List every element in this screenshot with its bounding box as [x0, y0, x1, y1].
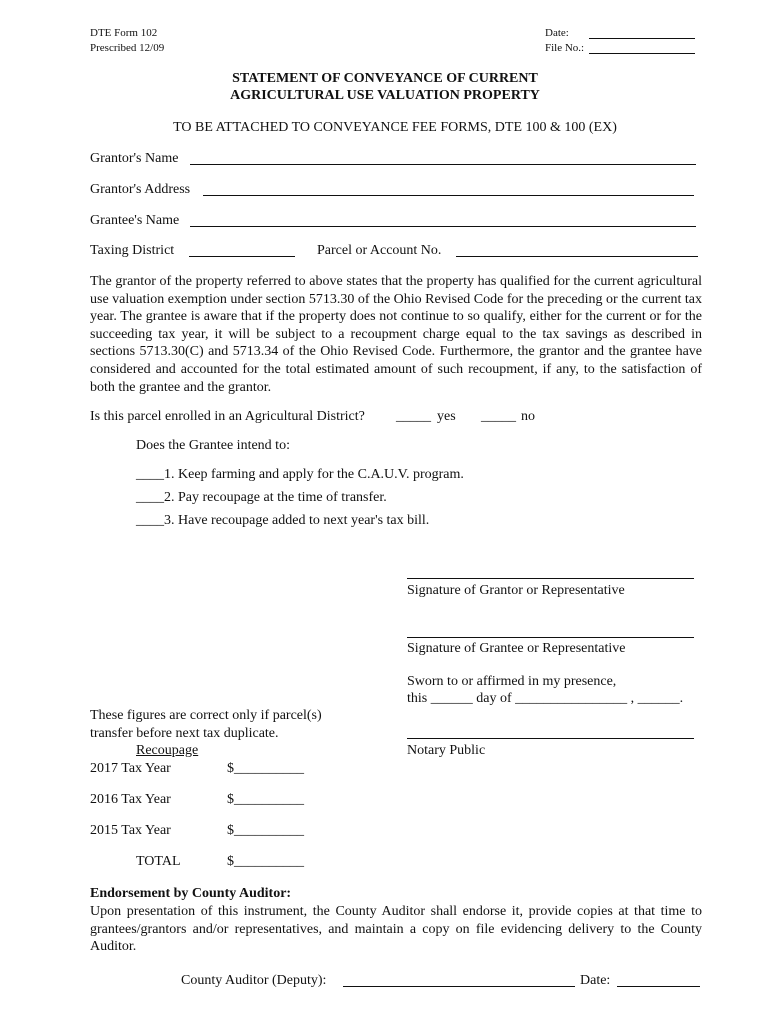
auditor-date-label: Date:: [580, 973, 611, 988]
grantor-address-label: Grantor's Address: [90, 182, 191, 197]
district-question: Is this parcel enrolled in an Agricultural District?: [90, 409, 365, 424]
intent-question: Does the Grantee intend to:: [136, 438, 290, 453]
subtitle: TO BE ATTACHED TO CONVEYANCE FEE FORMS, DTE 100 & 100 (EX): [173, 120, 617, 135]
grantor-signature-line[interactable]: [407, 578, 694, 579]
intent-option[interactable]: [136, 512, 429, 530]
file-no-blank[interactable]: [589, 53, 695, 54]
county-auditor-label: County Auditor (Deputy):: [181, 973, 327, 988]
recoupage-heading: Recoupage: [136, 743, 199, 758]
date-blank[interactable]: [589, 38, 695, 39]
tax-year-amount[interactable]: $__________: [227, 823, 304, 838]
no-blank[interactable]: _____: [481, 409, 516, 424]
tax-year-label: 2016 Tax Year: [90, 792, 171, 807]
tax-year-amount[interactable]: $__________: [227, 792, 304, 807]
intent-option-text: 2. Pay recoupage at the time of transfer.: [164, 490, 387, 505]
intent-option-blank[interactable]: ____: [136, 513, 164, 528]
parcel-field[interactable]: [456, 256, 698, 257]
taxing-district-field[interactable]: [189, 256, 295, 257]
grantor-name-field[interactable]: [190, 164, 696, 165]
grantor-address-field[interactable]: [203, 195, 694, 196]
total-label: TOTAL: [136, 854, 181, 869]
sworn-date-line[interactable]: this ______ day of ________________ , ______.: [407, 691, 684, 706]
no-label: no: [521, 409, 535, 424]
sworn-text: Sworn to or affirmed in my presence,: [407, 674, 617, 689]
notary-label: Notary Public: [407, 743, 486, 758]
total-amount[interactable]: $__________: [227, 854, 304, 869]
yes-label: yes: [437, 409, 456, 424]
grantor-name-label: Grantor's Name: [90, 151, 179, 166]
intent-option-text: 1. Keep farming and apply for the C.A.U.V. program.: [164, 467, 464, 482]
tax-year-amount[interactable]: $__________: [227, 761, 304, 776]
body-paragraph: The grantor of the property referred to above states that the property has qualified for the current agricultural use valuation exemption under section 5713.30 of the Ohio Revised Code for the preceding or the current tax year. The grantee is aware that if the property does not continue to so qualify, either for the current or for the succeeding tax year, it will be subject to a recoupment charge equal to the tax savings as described in sections 5713.30(C) and 5713.34 of the Ohio Revised Code. Furthermore, the grantor and the grantee have considered and accounted for the total estimated amount of such recoupment, if any, to the satisfaction of both the grantee and the grantor.: [90, 274, 702, 395]
tax-year-label: 2015 Tax Year: [90, 823, 171, 838]
endorsement-text: Upon presentation of this instrument, the County Auditor shall endorse it, provide copies at that time to grantees/grantors and/or representatives, and maintain a copy on file evidencing delivery to the County Auditor.: [90, 904, 702, 955]
title-line-2: AGRICULTURAL USE VALUATION PROPERTY: [230, 88, 540, 103]
date-label: Date:: [545, 27, 569, 39]
notary-signature-line[interactable]: [407, 738, 694, 739]
recoupage-note-1: These figures are correct only if parcel(s): [90, 708, 322, 723]
grantee-signature-line[interactable]: [407, 637, 694, 638]
endorsement-heading: Endorsement by County Auditor:: [90, 886, 292, 901]
grantee-signature-label: Signature of Grantee or Representative: [407, 641, 626, 656]
title-line-1: STATEMENT OF CONVEYANCE OF CURRENT: [232, 71, 538, 86]
file-no-label: File No.:: [545, 42, 585, 54]
intent-option-blank[interactable]: ____: [136, 467, 164, 482]
grantor-signature-label: Signature of Grantor or Representative: [407, 583, 625, 598]
grantee-name-label: Grantee's Name: [90, 213, 180, 228]
auditor-date-field[interactable]: [617, 986, 700, 987]
taxing-district-label: Taxing District: [90, 243, 175, 258]
tax-year-label: 2017 Tax Year: [90, 761, 171, 776]
intent-option-text: 3. Have recoupage added to next year's tax bill.: [164, 513, 430, 528]
prescribed-date: Prescribed 12/09: [90, 42, 165, 54]
grantee-name-field[interactable]: [190, 226, 696, 227]
intent-option-blank[interactable]: ____: [136, 490, 164, 505]
intent-option[interactable]: [136, 466, 464, 484]
parcel-label: Parcel or Account No.: [317, 243, 442, 258]
county-auditor-signature-field[interactable]: [343, 986, 575, 987]
yes-blank[interactable]: _____: [396, 409, 431, 424]
recoupage-note-2: transfer before next tax duplicate.: [90, 726, 279, 741]
form-id: DTE Form 102: [90, 27, 158, 39]
intent-option[interactable]: [136, 489, 387, 507]
